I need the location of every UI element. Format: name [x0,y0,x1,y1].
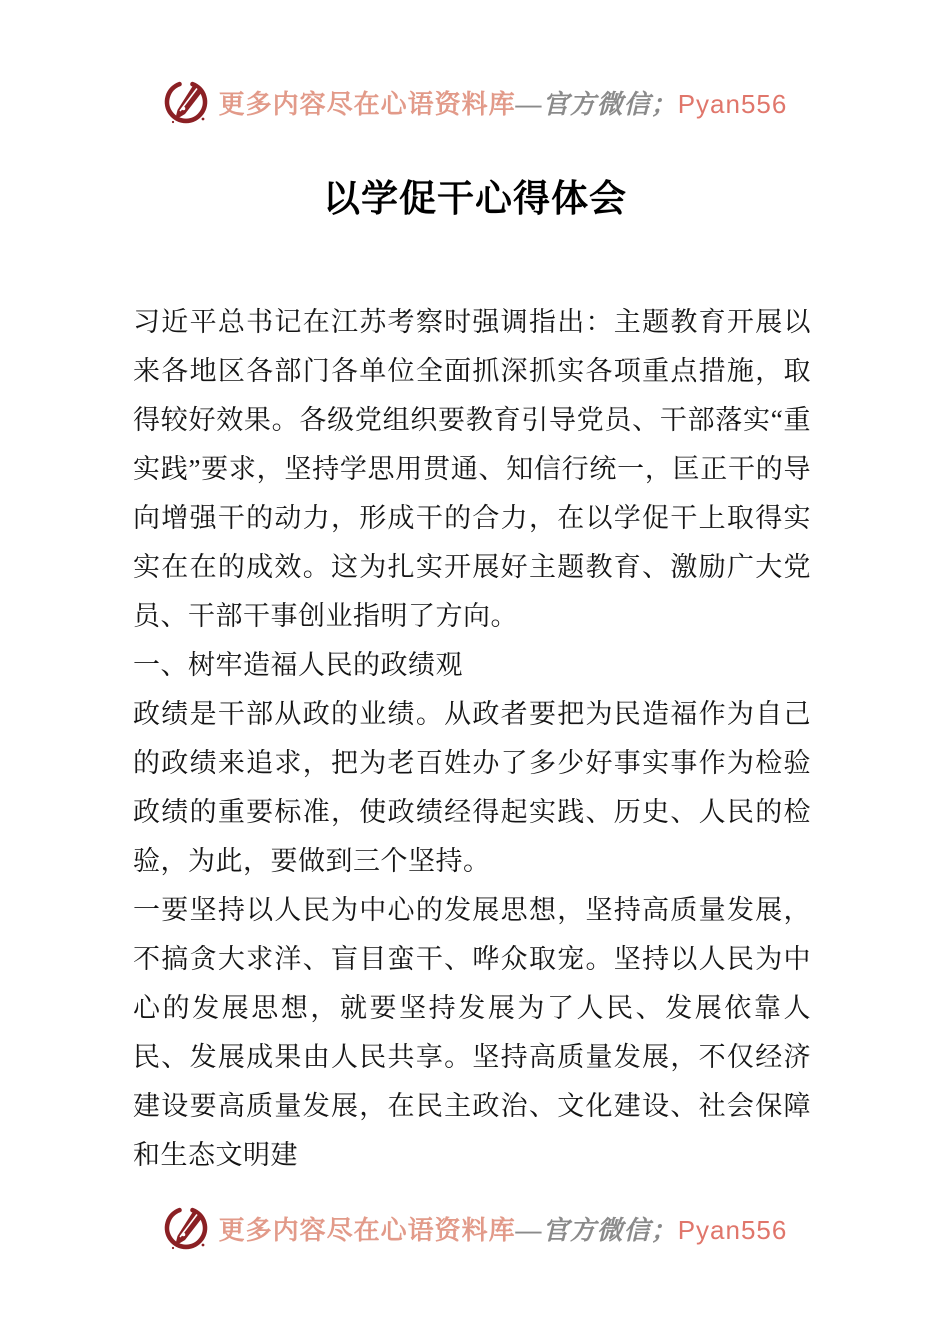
section-heading: 一、树牢造福人民的政绩观 [133,650,463,680]
body-paragraph: 政绩是干部从政的业绩。从政者要把为民造福作为自己的政绩来追求，把为老百姓办了多少好事实事作为检验政绩的重要标准，使政绩经得起实践、历史、人民的检验，为此，要做到三个坚持。 [133,699,811,876]
body-paragraph: 习近平总书记在江苏考察时强调指出：主题教育开展以来各地区各部门各单位全面抓深抓实各项重点措施，取得较好效果。各级党组织要教育引导党员、干部落实“重实践”要求，坚持学思用贯通、知信行统一，匡正干的导向增强干的动力，形成干的合力，在以学促干上取得实实在在的成效。这为扎实开展好主题教育、激励广大党员、干部干事创业指明了方向。 [133,307,811,631]
brand-slogan: 更多内容尽在心语资料库 [218,89,516,119]
footer-brand-bar [0,1200,950,1256]
footer-brand-text [219,1210,788,1247]
page-title: 以学促干心得体会 [323,179,627,220]
document-body [133,298,811,1180]
brand-separator: —官方微信； [515,1215,678,1245]
brand-slogan: 更多内容尽在心语资料库 [218,1215,516,1245]
wechat-id: Pyan556 [677,88,788,119]
body-paragraph: 一要坚持以人民为中心的发展思想，坚持高质量发展，不搞贪大求洋、盲目蛮干、哗众取宠。坚持以人民为中心的发展思想，就要坚持发展为了人民、发展依靠人民、发展成果由人民共享。坚持高质量发展，不仅经济建设要高质量发展，在民主政治、文化建设、社会保障和生态文明建 [133,895,811,1170]
wechat-id: Pyan556 [677,1214,788,1245]
header-brand-text [219,84,788,121]
header-brand-bar [0,74,950,130]
pen-circle-logo-icon [163,1201,209,1255]
pen-circle-logo-icon [163,75,209,129]
brand-separator: —官方微信； [515,89,678,119]
